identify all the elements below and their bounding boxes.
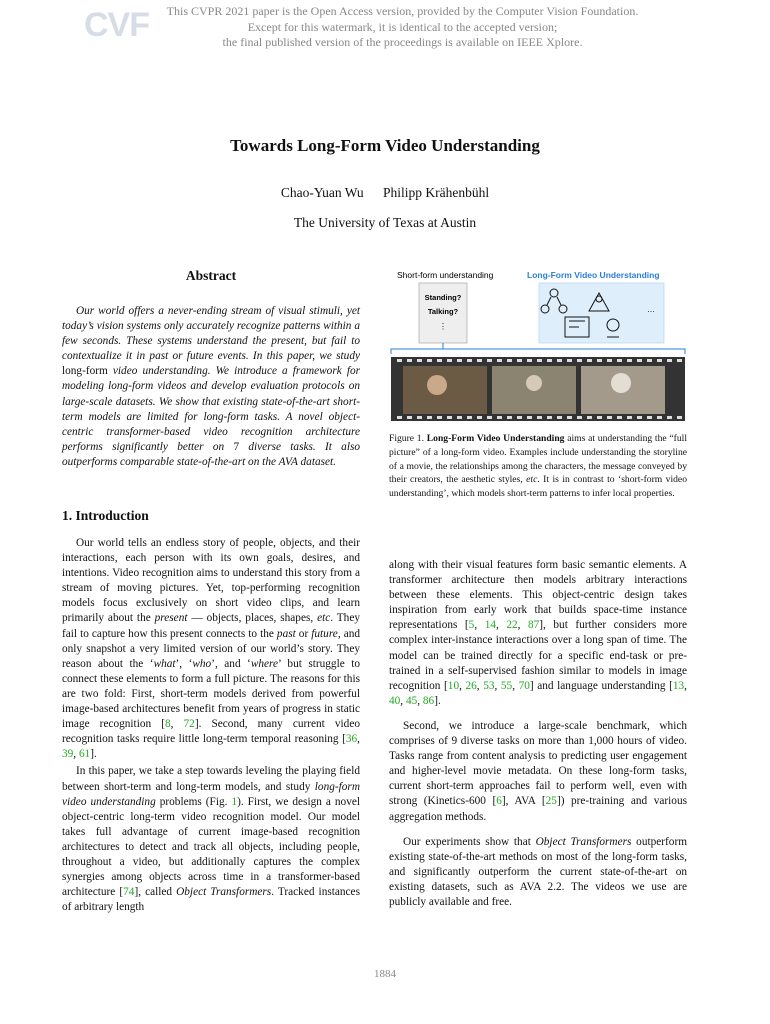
page-number: 1884 xyxy=(374,968,396,980)
film-hole xyxy=(427,359,432,362)
question-talking: Talking? xyxy=(427,307,459,316)
watermark-line: This CVPR 2021 paper is the Open Access version, provided by the Computer Vision Foundation. xyxy=(166,4,639,18)
film-hole xyxy=(577,416,582,419)
film-hole xyxy=(537,359,542,362)
film-hole xyxy=(627,416,632,419)
film-hole xyxy=(397,416,402,419)
film-hole xyxy=(447,359,452,362)
paragraph: along with their visual features form basic semantic elements. A transformer architecture then models arbitrary interactions between these elements. This object-centric design takes inspiration from early work that builds space-time instance representations [5, 14, 22, 87], but further considers more complex inter-instance interactions over a long span of time. The model can be trained directly for a specific end-task or pre-trained in a self-supervised fashion similar to models in image recognition [10, 26, 53, 55, 70] and language understanding [13, 40, 45, 86]. xyxy=(389,559,688,707)
introduction-left-column xyxy=(62,536,360,915)
film-hole xyxy=(637,416,642,419)
film-hole xyxy=(667,416,672,419)
film-hole xyxy=(597,359,602,362)
paragraph: Our experiments show that Object Transformers outperform existing state-of-the-art methods on most of the long-form tasks, and significantly outperform the current state-of-the-art on existing datasets, such as AVA 2.2. The videos we use are publicly available and free. xyxy=(389,835,687,908)
film-hole xyxy=(497,359,502,362)
film-hole xyxy=(417,359,422,362)
film-hole xyxy=(657,359,662,362)
section-heading-introduction: 1. Introduction xyxy=(62,508,149,523)
citation-link[interactable]: 13 xyxy=(672,679,685,692)
film-hole xyxy=(667,359,672,362)
citation-link[interactable]: 45 xyxy=(405,694,418,707)
film-hole xyxy=(527,416,532,419)
film-hole xyxy=(577,359,582,362)
figure-1-illustration xyxy=(389,265,687,425)
film-hole xyxy=(617,359,622,362)
film-hole xyxy=(617,416,622,419)
citation-link[interactable]: 26 xyxy=(465,679,477,692)
citation-link[interactable]: 61 xyxy=(78,748,91,761)
film-hole xyxy=(407,359,412,362)
film-hole xyxy=(627,359,632,362)
paragraph: Our world tells an endless story of people, objects, and their interactions, each person with its own goals, desires, and intentions. Video recognition aims to understand this story from a stream of moving pictures. Yet, top-performing recognition models focus exclusively on short video clips, and learn primarily about the present — objects, places, shapes, etc. They fail to capture how this present connects to the past or future, and only snapshot a very limited version of our world’s story. They reason about the ‘what’, ‘who’, and ‘where’ but struggle to connect these elements to form a full picture. The reasons for this are two fold: First, short-term models derived from powerful image-based architectures benefit from years of progress in static image recognition [8, 72]. Second, many current video recognition tasks require little long-term temporal reasoning [36, 39, 61]. xyxy=(62,537,360,761)
film-hole xyxy=(517,416,522,419)
abstract-heading: Abstract xyxy=(185,268,237,283)
citation-link[interactable]: 55 xyxy=(500,679,513,692)
film-hole xyxy=(437,359,442,362)
cvf-logo: CVF xyxy=(84,6,149,44)
citation-link[interactable]: 8 xyxy=(164,718,171,731)
film-hole xyxy=(457,359,462,362)
paper-title: Towards Long-Form Video Understanding xyxy=(230,136,540,155)
citation-link[interactable]: 74 xyxy=(123,886,135,899)
author-list xyxy=(0,185,770,201)
citation-link[interactable]: 40 xyxy=(389,694,401,707)
paragraph: In this paper, we take a step towards leveling the playing field between short-term and long-term models, and study long-form video understanding problems (Fig. 1). First, we design a novel object-centric long-term video recognition model. Our model takes full advantage of current image-based recognition architectures to detect and track all objects, including people, throughout a video, but additionally captures the complex synergies among objects across time in a transformer-based architecture [74], called Object Transformers. Tracked instances of arbitrary length xyxy=(62,765,360,914)
citation-link[interactable]: 86 xyxy=(422,694,435,707)
watermark-line: Except for this watermark, it is identical to the accepted version; xyxy=(247,19,558,34)
film-hole xyxy=(677,416,682,419)
film-hole xyxy=(647,416,652,419)
citation-link[interactable]: 10 xyxy=(447,679,460,692)
film-hole xyxy=(587,416,592,419)
citation-link[interactable]: 22 xyxy=(506,619,518,632)
film-hole xyxy=(607,416,612,419)
film-hole xyxy=(487,416,492,419)
film-hole xyxy=(427,416,432,419)
film-hole xyxy=(547,416,552,419)
paragraph: Second, we introduce a large-scale benchmark, which comprises of 9 diverse tasks on more than 1,000 hours of video. Tasks range from content analysis to predicting user engagement and higher-level movie metadata. On these long-form tasks, current short-term approaches fail to perform well, even with strong (Kinetics-600 [6], AVA [25]) pre-training and various aggregation methods. xyxy=(389,719,687,823)
film-hole xyxy=(607,359,612,362)
watermark-line: the final published version of the proceedings is available on IEEE Xplore. xyxy=(222,35,583,49)
film-hole xyxy=(587,359,592,362)
long-form-label: Long-Form Video Understanding xyxy=(527,270,660,280)
svg-text:…: … xyxy=(647,305,655,314)
film-hole xyxy=(467,359,472,362)
citation-link[interactable]: 14 xyxy=(484,619,496,632)
question-standing: Standing? xyxy=(424,293,462,302)
citation-link[interactable]: 36 xyxy=(345,733,358,746)
film-hole xyxy=(647,359,652,362)
film-hole xyxy=(507,359,512,362)
film-hole xyxy=(467,416,472,419)
film-hole xyxy=(417,416,422,419)
film-hole xyxy=(527,359,532,362)
citation-link[interactable]: 53 xyxy=(483,679,495,692)
film-hole xyxy=(657,416,662,419)
citation-link[interactable]: 87 xyxy=(528,619,540,632)
film-hole xyxy=(497,416,502,419)
figure-1-caption: Figure 1. Long-Form Video Understanding aims at understanding the “full picture” of a long-form video. Examples include understanding the storyline of a movie, the relationships among the characters, the message conveyed by their creators, the aesthetic styles, etc. It is in contrast to ‘short-form video understanding’, which models short-term patterns to infer local properties. xyxy=(389,433,687,500)
film-hole xyxy=(477,359,482,362)
film-hole xyxy=(567,416,572,419)
author-name: Philipp Krähenbühl xyxy=(383,185,490,200)
author-name: Chao-Yuan Wu xyxy=(280,185,364,200)
film-hole xyxy=(597,416,602,419)
film-hole xyxy=(557,359,562,362)
film-hole xyxy=(637,359,642,362)
film-hole xyxy=(437,416,442,419)
film-hole xyxy=(487,359,492,362)
film-hole xyxy=(547,359,552,362)
film-hole xyxy=(567,359,572,362)
ellipsis: ⋮ xyxy=(439,322,447,331)
film-hole xyxy=(537,416,542,419)
film-hole xyxy=(517,359,522,362)
abstract-body: Our world offers a never-ending stream of visual stimuli, yet today’s vision systems only accurately recognize patterns within a few seconds. These systems understand the present, but fail to contextualize it in past or future events. In this paper, we study long-form video understanding. We introduce a framework for modeling long-form videos and develop evaluation protocols on large-scale datasets. We show that existing state-of-the-art short-term models are limited for long-form tasks. A novel object-centric transformer-based video recognition architecture performs significantly better on 7 diverse tasks. It also outperforms comparable state-of-the-art on the AVA dataset. xyxy=(62,305,360,468)
figure-link[interactable]: 1 xyxy=(231,795,238,808)
film-hole xyxy=(557,416,562,419)
introduction-right-column xyxy=(389,558,687,910)
citation-link[interactable]: 39 xyxy=(62,748,74,761)
film-hole xyxy=(507,416,512,419)
short-form-label: Short-form understanding xyxy=(397,270,494,280)
citation-link[interactable]: 5 xyxy=(468,619,475,632)
citation-link[interactable]: 72 xyxy=(183,718,195,731)
film-hole xyxy=(477,416,482,419)
film-hole xyxy=(397,359,402,362)
citation-link[interactable]: 25 xyxy=(545,795,557,808)
citation-link[interactable]: 70 xyxy=(518,679,530,692)
open-access-watermark xyxy=(120,4,685,51)
film-hole xyxy=(457,416,462,419)
film-hole xyxy=(447,416,452,419)
film-hole xyxy=(677,359,682,362)
film-hole xyxy=(407,416,412,419)
affiliation: The University of Texas at Austin xyxy=(293,215,477,230)
citation-link[interactable]: 6 xyxy=(496,795,502,808)
